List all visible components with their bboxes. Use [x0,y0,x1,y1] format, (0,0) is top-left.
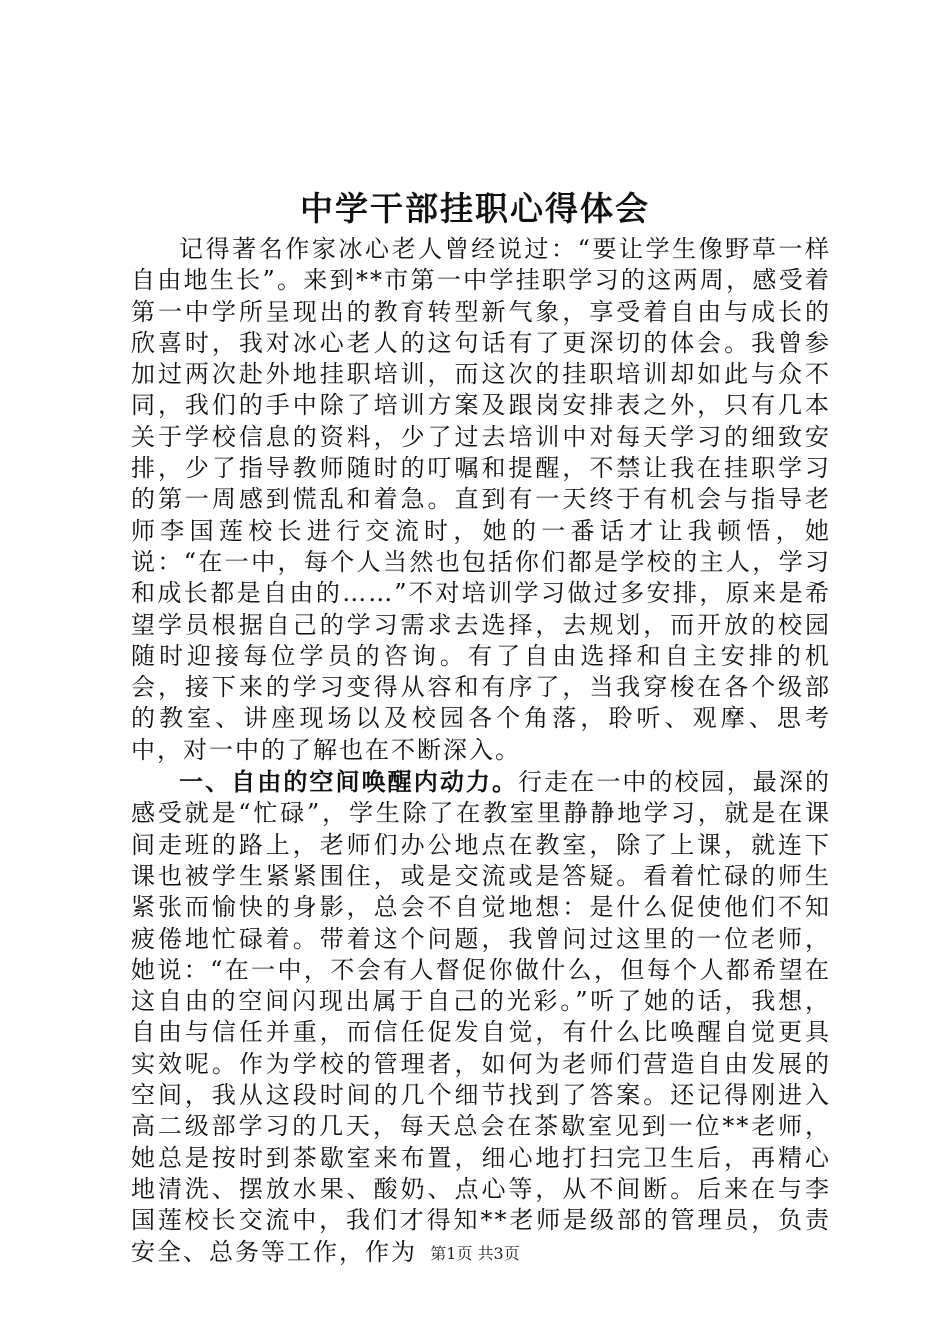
page-footer: 第1页 共3页 [430,1244,520,1263]
paragraph-section-1 [131,766,831,1268]
section-body: 行走在一中的校园，最深的感受就是“忙碌”，学生除了在教室里静静地学习，就是在课间走班的路上，老师们办公地点在教室，除了上课，就连下课也被学生紧紧围住，或是交流或是答疑。看着忙碌的师生紧张而愉快的身影，总会不自觉地想：是什么促使他们不知疲倦地忙碌着。带着这个问题，我曾问过这里的一位老师，她说：“在一中，不会有人督促你做什么，但每个人都希望在这自由的空间闪现出属于自己的光彩。”听了她的话，我想，自由与信任并重，而信任促发自觉，有什么比唤醒自觉更具实效呢。作为学校的管理者，如何为老师们营造自由发展的空间，我从这段时间的几个细节找到了答案。还记得刚进入高二级部学习的几天，每天总会在茶歇室见到一位**老师，她总是按时到茶歇室来布置，细心地打扫完卫生后，再精心地清洗、摆放水果、酸奶、点心等，从不间断。后来在与李国莲校长交流中，我们才得知**老师是级部的管理员，负责安全、总务等工作，作为 [131,768,832,1266]
section-heading: 一、自由的空间唤醒内动力。 [179,767,519,797]
document-body [131,234,831,1268]
paragraph-intro: 记得著名作家冰心老人曾经说过：“要让学生像野草一样自由地生长”。来到**市第一中学挂职学习的这两周，感受着第一中学所呈现出的教育转型新气象，享受着自由与成长的欣喜时，我对冰心老人的这句话有了更深切的体会。我曾参加过两次赴外地挂职培训，而这次的挂职培训却如此与众不同，我们的手中除了培训方案及跟岗安排表之外，只有几本关于学校信息的资料，少了过去培训中对每天学习的细致安排，少了指导教师随时的叮嘱和提醒，不禁让我在挂职学习的第一周感到慌乱和着急。直到有一天终于有机会与指导老师李国莲校长进行交流时，她的一番话才让我顿悟，她说：“在一中，每个人当然也包括你们都是学校的主人，学习和成长都是自由的……”不对培训学习做过多安排，原来是希望学员根据自己的学习需求去选择，去规划，而开放的校园随时迎接每位学员的咨询。有了自由选择和自主安排的机会，接下来的学习变得从容和有序了，当我穿梭在各个级部的教室、讲座现场以及校园各个角落，聆听、观摩、思考中，对一中的了解也在不断深入。 [131,235,831,764]
document-title: 中学干部挂职心得体会 [300,189,650,228]
